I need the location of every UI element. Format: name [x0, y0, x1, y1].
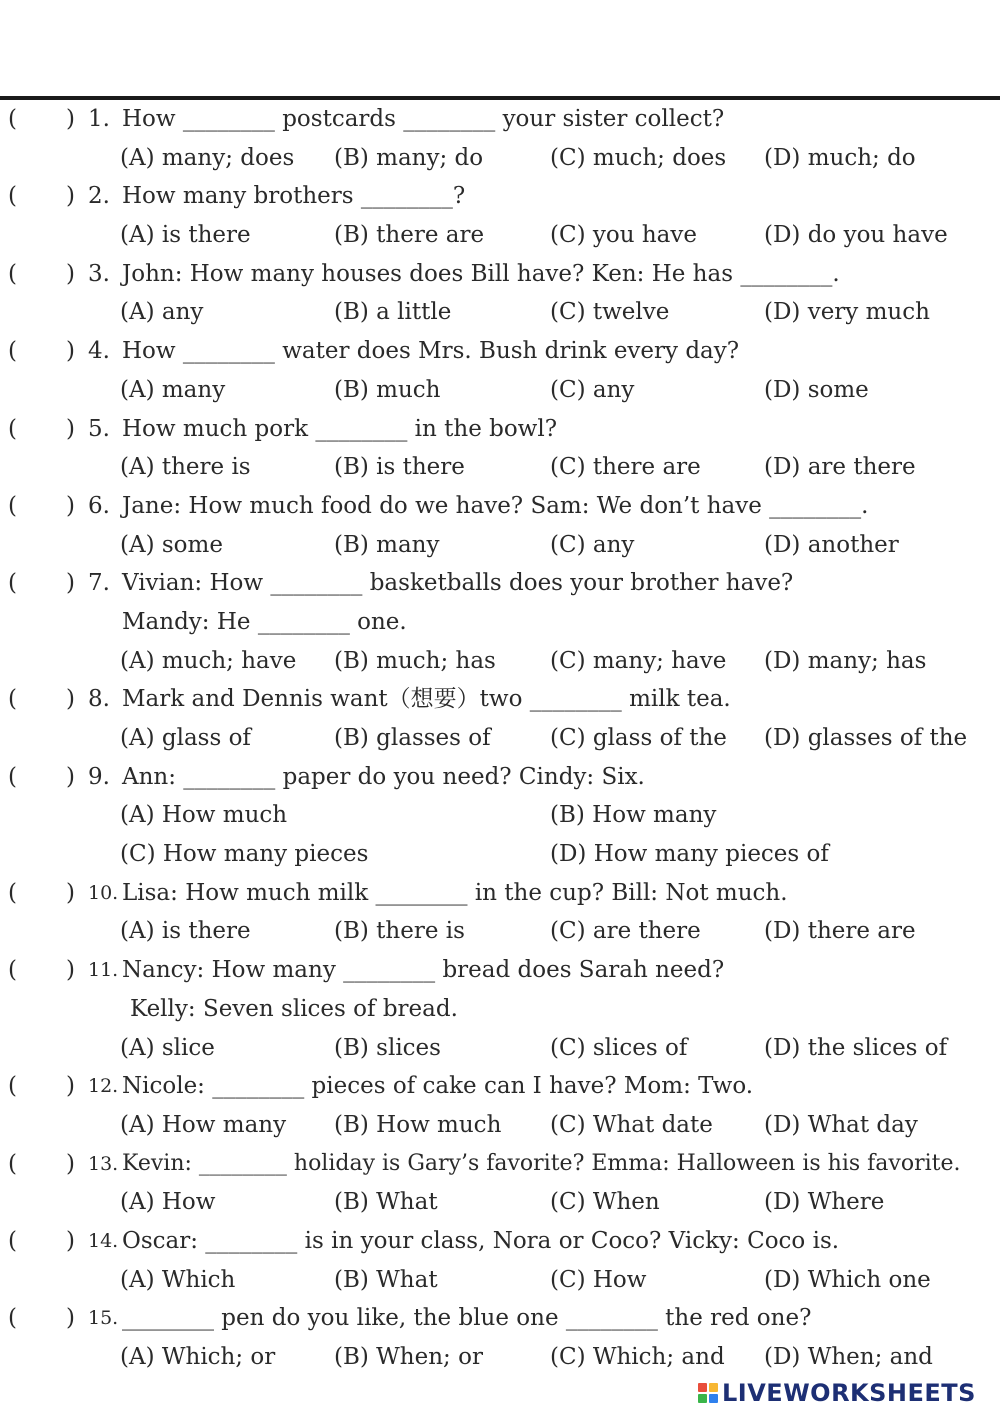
- question-stem: How many brothers ________?: [122, 183, 466, 210]
- answer-blank-open[interactable]: (: [8, 183, 17, 210]
- option-a: (A) Which; or: [120, 1344, 276, 1370]
- question-stem: Jane: How much food do we have? Sam: We don’t have ________.: [122, 492, 869, 519]
- question-4: [0, 332, 1000, 409]
- question-stem: How ________ water does Mrs. Bush drink every day?: [122, 338, 740, 365]
- option-b: (B) How much: [334, 1111, 502, 1138]
- option-a: (A) much; have: [120, 647, 297, 674]
- answer-blank-close: ): [66, 415, 75, 442]
- question-11: [0, 951, 1000, 1067]
- answer-blank-open[interactable]: (: [8, 492, 17, 519]
- option-b: (B) is there: [334, 454, 465, 481]
- option-b: (B) much: [334, 376, 441, 403]
- option-d: (D) many; has: [764, 647, 927, 674]
- option-d: (D) much; do: [764, 144, 916, 171]
- answer-blank-close: ): [66, 1227, 75, 1254]
- answer-blank-open[interactable]: (: [8, 763, 17, 790]
- option-c: (C) slices of: [550, 1034, 688, 1061]
- option-d: (D) What day: [764, 1111, 918, 1138]
- question-number: 12.: [88, 1075, 119, 1098]
- question-number: 2.: [88, 183, 110, 210]
- brand-name: LIVEWORKSHEETS: [722, 1379, 976, 1407]
- option-d: (D) the slices of: [764, 1034, 948, 1061]
- option-a: (A) is there: [120, 222, 251, 249]
- question-stem: ________ pen do you like, the blue one ________ the red one?: [122, 1305, 812, 1332]
- question-number: 1.: [88, 106, 110, 132]
- option-a: (A) is there: [120, 918, 251, 945]
- question-3: [0, 255, 1000, 332]
- question-13: [0, 1145, 1000, 1222]
- question-12: [0, 1067, 1000, 1144]
- question-stem: Ann: ________ paper do you need? Cindy: Six.: [122, 763, 645, 790]
- option-b: (B) slices: [334, 1034, 441, 1061]
- option-b: (B) When; or: [334, 1344, 483, 1370]
- option-b: (B) there is: [334, 918, 465, 945]
- answer-blank-open[interactable]: (: [8, 957, 17, 984]
- option-a: (A) slice: [120, 1034, 215, 1061]
- question-8: [0, 680, 1000, 757]
- question-6: [0, 487, 1000, 564]
- option-c: (C) much; does: [550, 144, 727, 171]
- option-c: (C) any: [550, 531, 635, 558]
- question-stem: Mark and Dennis want（想要）two ________ milk tea.: [122, 686, 731, 713]
- logo-square-3: [698, 1394, 707, 1403]
- liveworksheets-logo[interactable]: [698, 1376, 976, 1410]
- question-number: 8.: [88, 686, 110, 713]
- option-a: (A) glass of: [120, 725, 251, 751]
- option-a: (A) How: [120, 1189, 216, 1216]
- option-d: (D) glasses of the: [764, 725, 968, 751]
- option-c: (C) are there: [550, 918, 701, 945]
- answer-blank-open[interactable]: (: [8, 260, 17, 287]
- answer-blank-open[interactable]: (: [8, 1150, 17, 1177]
- question-stem: John: How many houses does Bill have? Ken: He has ________.: [122, 260, 840, 287]
- option-b: (B) much; has: [334, 647, 496, 674]
- answer-blank-close: ): [66, 1150, 75, 1177]
- question-stem: Nicole: ________ pieces of cake can I have? Mom: Two.: [122, 1073, 754, 1100]
- question-number: 7.: [88, 570, 110, 597]
- answer-blank-close: ): [66, 1073, 75, 1100]
- option-b: (B) there are: [334, 222, 485, 249]
- question-15: [0, 1299, 1000, 1376]
- logo-square-2: [709, 1383, 718, 1392]
- option-c: (C) glass of the: [550, 725, 727, 751]
- logo-square-4: [709, 1394, 718, 1403]
- question-7: [0, 564, 1000, 680]
- answer-blank-close: ): [66, 686, 75, 713]
- option-b: (B) What: [334, 1189, 438, 1216]
- option-d: (D) Where: [764, 1189, 885, 1216]
- answer-blank-open[interactable]: (: [8, 1073, 17, 1100]
- question-number: 13.: [88, 1152, 119, 1175]
- answer-blank-close: ): [66, 1305, 75, 1332]
- logo-square-1: [698, 1383, 707, 1392]
- question-number: 5.: [88, 415, 110, 442]
- option-d: (D) are there: [764, 454, 916, 481]
- option-a: (A) many; does: [120, 144, 295, 171]
- question-number: 4.: [88, 338, 110, 365]
- option-a: (A) How much: [120, 802, 288, 829]
- option-d: (D) How many pieces of: [550, 841, 829, 868]
- answer-blank-close: ): [66, 338, 75, 365]
- option-a: (A) How many: [120, 1111, 287, 1138]
- question-number: 10.: [88, 881, 119, 904]
- option-d: (D) do you have: [764, 222, 948, 249]
- option-b: (B) a little: [334, 299, 452, 326]
- question-9: [0, 758, 1000, 874]
- option-a: (A) some: [120, 531, 223, 558]
- option-b: (B) many; do: [334, 144, 484, 171]
- answer-blank-close: ): [66, 183, 75, 210]
- question-10: [0, 874, 1000, 951]
- option-a: (A) there is: [120, 454, 251, 481]
- option-c: (C) How many pieces: [120, 841, 369, 868]
- option-d: (D) another: [764, 531, 899, 558]
- option-c: (C) there are: [550, 454, 701, 481]
- option-c: (C) What date: [550, 1111, 713, 1138]
- answer-blank-open[interactable]: (: [8, 415, 17, 442]
- option-d: (D) very much: [764, 299, 930, 326]
- option-c: (C) twelve: [550, 299, 670, 326]
- question-stem: Kevin: ________ holiday is Gary’s favorite? Emma: Halloween is his favorite.: [122, 1150, 961, 1176]
- option-a: (A) Which: [120, 1266, 236, 1293]
- question-stem: How much pork ________ in the bowl?: [122, 415, 558, 442]
- option-a: (A) any: [120, 299, 204, 326]
- option-d: (D) Which one: [764, 1266, 931, 1293]
- answer-blank-open[interactable]: (: [8, 686, 17, 713]
- question-number: 9.: [88, 763, 110, 790]
- answer-blank-close: ): [66, 570, 75, 597]
- option-c: (C) Which; and: [550, 1344, 725, 1370]
- question-number: 6.: [88, 492, 110, 519]
- option-b: (B) many: [334, 531, 440, 558]
- question-stem: Vivian: How ________ basketballs does your brother have?: [122, 570, 794, 597]
- option-a: (A) many: [120, 376, 226, 403]
- answer-blank-open[interactable]: (: [8, 106, 17, 132]
- answer-blank-close: ): [66, 763, 75, 790]
- question-number: 3.: [88, 260, 110, 287]
- question-stem-line-2: Mandy: He ________ one.: [122, 608, 407, 635]
- option-b: (B) What: [334, 1266, 438, 1293]
- question-1: [0, 100, 1000, 177]
- option-d: (D) When; and: [764, 1344, 933, 1370]
- option-c: (C) When: [550, 1189, 660, 1216]
- option-c: (C) any: [550, 376, 635, 403]
- option-d: (D) some: [764, 376, 869, 403]
- option-c: (C) many; have: [550, 647, 727, 674]
- answer-blank-open[interactable]: (: [8, 1227, 17, 1254]
- logo-grid-icon: [698, 1383, 718, 1403]
- answer-blank-open[interactable]: (: [8, 879, 17, 906]
- worksheet: [0, 100, 1000, 1377]
- question-14: [0, 1222, 1000, 1299]
- question-stem-line-2: Kelly: Seven slices of bread.: [130, 995, 458, 1022]
- option-d: (D) there are: [764, 918, 916, 945]
- question-number: 15.: [88, 1307, 119, 1330]
- answer-blank-open[interactable]: (: [8, 570, 17, 597]
- question-5: [0, 410, 1000, 487]
- answer-blank-close: ): [66, 106, 75, 132]
- question-stem: Nancy: How many ________ bread does Sarah need?: [122, 957, 725, 984]
- question-stem: Lisa: How much milk ________ in the cup? Bill: Not much.: [122, 879, 788, 906]
- option-c: (C) you have: [550, 222, 697, 249]
- answer-blank-open[interactable]: (: [8, 1305, 17, 1332]
- question-stem: Oscar: ________ is in your class, Nora or Coco? Vicky: Coco is.: [122, 1227, 840, 1254]
- question-number: 11.: [88, 959, 119, 982]
- question-stem: How ________ postcards ________ your sister collect?: [122, 106, 725, 132]
- question-number: 14.: [88, 1229, 119, 1252]
- question-2: [0, 177, 1000, 254]
- answer-blank-close: ): [66, 260, 75, 287]
- option-b: (B) glasses of: [334, 725, 491, 751]
- answer-blank-close: ): [66, 879, 75, 906]
- answer-blank-open[interactable]: (: [8, 338, 17, 365]
- answer-blank-close: ): [66, 492, 75, 519]
- option-c: (C) How: [550, 1266, 647, 1293]
- answer-blank-close: ): [66, 957, 75, 984]
- option-b: (B) How many: [550, 802, 717, 829]
